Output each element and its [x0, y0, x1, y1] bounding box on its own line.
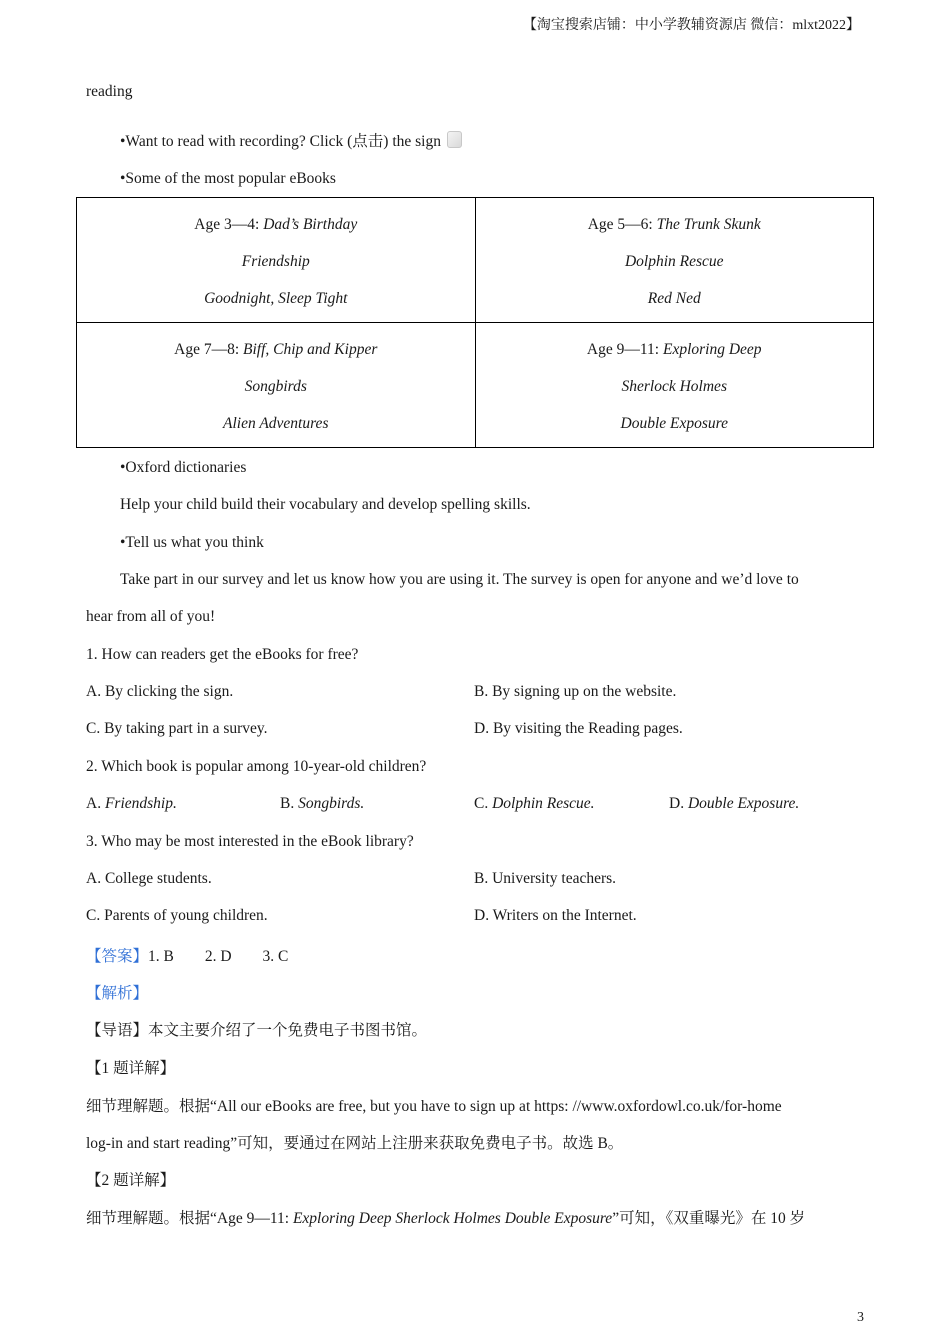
- option-3b: B. University teachers.: [474, 870, 617, 887]
- dictionaries-heading: •Oxford dictionaries: [120, 459, 247, 476]
- page-header: 【淘宝搜索店铺：中小学教辅资源店 微信：mlxt2022】: [522, 18, 860, 33]
- detail-2-heading: 【2 题详解】: [86, 1172, 176, 1189]
- option-3a: A. College students.: [86, 870, 212, 887]
- question-3: 3. Who may be most interested in the eBook library?: [86, 833, 414, 850]
- analysis-tag: 【解析】: [86, 985, 149, 1002]
- detail-1-text: 细节理解题。根据“All our eBooks are free, but you have to sign up at https: //www.oxfordowl.co.uk/for-home: [86, 1098, 782, 1115]
- option-1d: D. By visiting the Reading pages.: [474, 720, 683, 737]
- ebooks-table: [76, 197, 874, 448]
- detail-1-text: log-in and start reading”可知，要通过在网站上注册来获取免费电子书。故选 B。: [86, 1135, 624, 1152]
- option-2a: A. Friendship.: [86, 795, 177, 812]
- option-1b: B. By signing up on the website.: [474, 683, 677, 700]
- question-2: 2. Which book is popular among 10-year-old children?: [86, 758, 427, 775]
- option-2d: D. Double Exposure.: [669, 795, 800, 812]
- question-1: 1. How can readers get the eBooks for free?: [86, 646, 359, 663]
- survey-text-line: Take part in our survey and let us know how you are using it. The survey is open for anyone and we’d love to: [120, 571, 799, 588]
- answer-values: 1. B 2. D 3. C: [148, 948, 289, 965]
- option-1a: A. By clicking the sign.: [86, 683, 234, 700]
- dictionaries-text: Help your child build their vocabulary and develop spelling skills.: [120, 496, 531, 513]
- option-1c: C. By taking part in a survey.: [86, 720, 268, 737]
- tell-us-heading: •Tell us what you think: [120, 534, 264, 551]
- popular-ebooks-heading: •Some of the most popular eBooks: [120, 170, 336, 187]
- recording-line: •Want to read with recording? Click (点击) the sign: [120, 129, 462, 151]
- option-2b: B. Songbirds.: [280, 795, 365, 812]
- option-3c: C. Parents of young children.: [86, 907, 268, 924]
- table-cell-age-9-11: Age 9—11: Exploring Deep Sherlock Holmes Double Exposure: [475, 323, 874, 448]
- recording-sign-icon[interactable]: [447, 131, 462, 148]
- detail-2-text: 细节理解题。根据“Age 9—11: Exploring Deep Sherlock Holmes Double Exposure”可知，《双重曝光》在 10 岁: [86, 1210, 806, 1227]
- option-3d: D. Writers on the Internet.: [474, 907, 637, 924]
- intro-line: reading: [86, 83, 133, 100]
- option-2c: C. Dolphin Rescue.: [474, 795, 595, 812]
- survey-text-line: hear from all of you!: [86, 608, 216, 625]
- guide-text: 【导语】本文主要介绍了一个免费电子书图书馆。: [86, 1022, 428, 1039]
- table-cell-age-5-6: Age 5—6: The Trunk Skunk Dolphin Rescue Red Ned: [475, 198, 874, 323]
- detail-1-heading: 【1 题详解】: [86, 1060, 176, 1077]
- table-cell-age-7-8: Age 7—8: Biff, Chip and Kipper Songbirds Alien Adventures: [77, 323, 476, 448]
- page-number: 3: [857, 1310, 864, 1325]
- table-cell-age-3-4: Age 3—4: Dad’s Birthday Friendship Goodnight, Sleep Tight: [77, 198, 476, 323]
- answer-tag: 【答案】: [86, 948, 149, 965]
- answer-line: [86, 944, 288, 966]
